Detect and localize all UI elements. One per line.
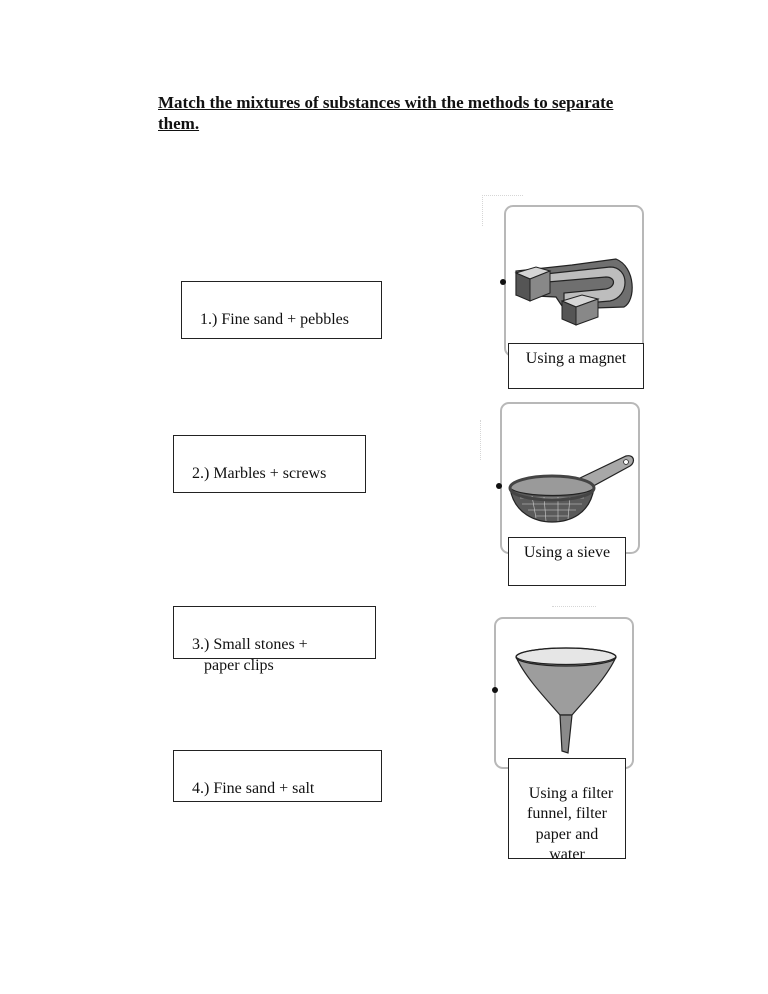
- method-box-magnet[interactable]: [508, 343, 644, 389]
- method-box-sieve[interactable]: [508, 537, 626, 586]
- match-dot-2[interactable]: [496, 483, 502, 489]
- method-box-filter[interactable]: [508, 758, 626, 863]
- method-label-magnet: Using a magnet: [525, 350, 627, 367]
- method-label-sieve: Using a sieve: [523, 544, 611, 561]
- match-dot-1[interactable]: [500, 279, 506, 285]
- mixture-box-3[interactable]: [173, 606, 376, 674]
- mixture-box-2[interactable]: [173, 435, 366, 493]
- mixture-label-3: 3.) Small stones + paper clips: [192, 636, 308, 674]
- magnet-picture: [504, 205, 644, 357]
- bleed-through-mark: [552, 596, 596, 607]
- mixture-label-2: 2.) Marbles + screws: [192, 465, 327, 482]
- magnet-icon: [506, 207, 646, 359]
- mixture-box-1[interactable]: [181, 281, 382, 339]
- match-dot-3[interactable]: [492, 687, 498, 693]
- mixture-box-4[interactable]: [173, 750, 382, 802]
- method-label-filter: Using a filter funnel, filter paper and water: [527, 784, 614, 863]
- mixture-label-4: 4.) Fine sand + salt: [192, 780, 315, 797]
- funnel-picture: [494, 617, 634, 769]
- sieve-picture: [500, 402, 640, 554]
- funnel-icon: [496, 619, 636, 771]
- mixture-label-1: 1.) Fine sand + pebbles: [200, 311, 349, 328]
- worksheet-title: Match the mixtures of substances with the methods to separate them.: [158, 93, 614, 133]
- sieve-icon: [502, 404, 642, 556]
